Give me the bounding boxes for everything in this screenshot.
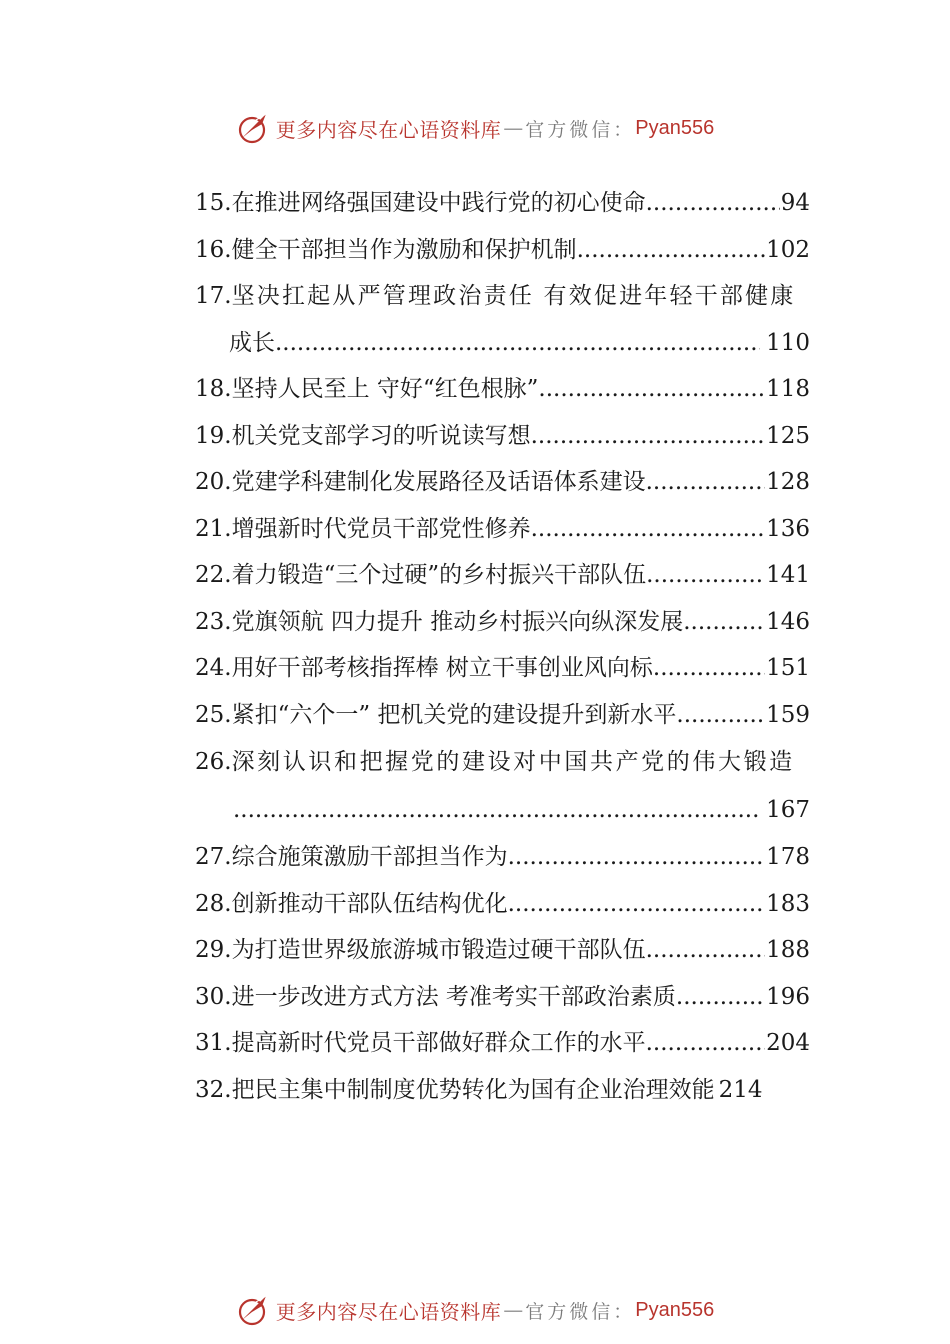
toc-leader: [653, 645, 765, 692]
toc-entry[interactable]: [195, 227, 810, 274]
toc-page: 94: [780, 190, 810, 216]
toc-title: 党建学科建制化发展路径及话语体系建设: [231, 469, 646, 495]
toc-title: 坚持人民至上 守好“红色根脉”: [231, 376, 539, 402]
toc-entry[interactable]: [195, 459, 810, 506]
toc-page: 146: [766, 608, 810, 635]
banner-text: 更多内容尽在心语资料库: [275, 1299, 502, 1324]
toc-page: 196: [766, 983, 810, 1010]
toc-entry-continuation[interactable]: [195, 320, 810, 367]
toc-number: 15.: [195, 190, 232, 216]
toc-page: 178: [766, 844, 810, 870]
toc-leader: [275, 320, 760, 367]
toc-page: 136: [766, 515, 810, 542]
toc-entry[interactable]: [195, 1067, 810, 1114]
footer-banner: [0, 1290, 950, 1330]
toc-entry[interactable]: [195, 413, 810, 460]
toc-leader: [646, 552, 765, 599]
toc-number: 29.: [195, 937, 232, 963]
toc-entry[interactable]: [195, 927, 810, 974]
toc-leader: [577, 227, 766, 274]
toc-title: 健全干部担当作为激励和保护机制: [231, 236, 577, 263]
toc-title: 创新推动干部队伍结构优化: [231, 890, 508, 917]
toc-title: 把民主集中制制度优势转化为国有企业治理效能: [231, 1076, 715, 1103]
toc-page: 214: [718, 1076, 763, 1103]
toc-leader: [646, 180, 780, 227]
banner-wechat-id: Pyan556: [635, 1298, 715, 1321]
toc-number: 19.: [195, 422, 232, 449]
banner-dash: —: [503, 1298, 524, 1322]
toc-entry[interactable]: [195, 506, 810, 553]
toc-entry[interactable]: [195, 738, 810, 786]
toc-number: 22.: [195, 562, 232, 588]
toc-number: 28.: [195, 890, 232, 917]
header-banner: [0, 108, 950, 148]
toc-page: 128: [766, 469, 810, 495]
toc-number: 18.: [195, 376, 232, 402]
toc-title: 为打造世界级旅游城市锻造过硬干部队伍: [231, 937, 646, 963]
banner-wechat-id: Pyan556: [635, 116, 715, 139]
toc-title: 坚决扛起从严管理政治责任 有效促进年轻干部健康: [231, 283, 796, 309]
toc-page: 188: [766, 937, 810, 963]
toc-number: 25.: [195, 701, 232, 728]
toc-leader: [646, 459, 766, 506]
toc-title: 紧扣“六个一” 把机关党的建设提升到新水平: [231, 701, 677, 728]
toc-leader: [531, 506, 766, 553]
toc-leader: [646, 1020, 766, 1067]
toc-page: 183: [766, 890, 810, 917]
toc-page: 159: [766, 701, 810, 728]
toc-entry[interactable]: [195, 180, 810, 227]
toc-number: 20.: [195, 469, 232, 495]
table-of-contents: [195, 180, 810, 1113]
toc-entry[interactable]: [195, 366, 810, 413]
quill-logo-icon: [236, 1292, 272, 1328]
toc-number: 31.: [195, 1030, 232, 1056]
toc-page: 125: [766, 422, 810, 449]
toc-title: 提高新时代党员干部做好群众工作的水平: [231, 1030, 646, 1056]
toc-leader: [646, 927, 766, 974]
toc-leader: [676, 974, 765, 1021]
toc-page: 102: [766, 236, 810, 263]
toc-number: 26.: [195, 749, 232, 775]
toc-entry[interactable]: [195, 273, 810, 320]
toc-leader: [508, 834, 766, 881]
toc-entry[interactable]: [195, 599, 810, 646]
toc-entry[interactable]: [195, 552, 810, 599]
toc-page: 167: [766, 797, 810, 823]
banner-label: 官方微信：: [525, 1300, 636, 1323]
toc-number: 17.: [195, 283, 232, 309]
toc-title: 增强新时代党员干部党性修养: [231, 515, 531, 542]
toc-number: 32.: [195, 1076, 232, 1103]
toc-number: 30.: [195, 983, 232, 1010]
banner-text: 更多内容尽在心语资料库: [275, 117, 502, 142]
toc-title: 进一步改进方式方法 考准考实干部政治素质: [231, 983, 676, 1010]
toc-page: 151: [766, 655, 810, 681]
toc-entry[interactable]: [195, 645, 810, 692]
toc-title: 用好干部考核指挥棒 树立干事创业风向标: [231, 655, 653, 681]
toc-title: 机关党支部学习的听说读写想: [231, 422, 531, 449]
toc-entry[interactable]: [195, 881, 810, 928]
toc-leader: [538, 366, 765, 413]
toc-number: 21.: [195, 515, 232, 542]
toc-leader: [233, 786, 760, 834]
toc-entry-continuation[interactable]: [195, 786, 810, 834]
toc-page: 141: [766, 562, 810, 588]
banner-label: 官方微信：: [525, 118, 636, 141]
toc-leader: [676, 692, 765, 739]
toc-page: 110: [766, 329, 810, 356]
toc-number: 16.: [195, 236, 232, 263]
toc-title: 深刻认识和把握党的建设对中国共产党的伟大锻造: [231, 749, 795, 775]
toc-entry[interactable]: [195, 974, 810, 1021]
toc-title: 党旗领航 四力提升 推动乡村振兴向纵深发展: [231, 608, 684, 635]
toc-leader: [508, 881, 766, 928]
toc-page: 204: [766, 1030, 810, 1056]
toc-title: 综合施策激励干部担当作为: [231, 844, 508, 870]
toc-leader: [683, 599, 765, 646]
toc-title-continuation: 成长: [229, 329, 275, 356]
toc-number: 24.: [195, 655, 232, 681]
toc-leader: [531, 413, 766, 460]
toc-number: 23.: [195, 608, 232, 635]
toc-entry[interactable]: [195, 834, 810, 881]
toc-title: 在推进网络强国建设中践行党的初心使命: [231, 190, 646, 216]
toc-entry[interactable]: [195, 1020, 810, 1067]
toc-page: 118: [766, 376, 810, 402]
toc-entry[interactable]: [195, 692, 810, 739]
banner-dash: —: [503, 116, 524, 140]
toc-number: 27.: [195, 844, 232, 870]
toc-title: 着力锻造“三个过硬”的乡村振兴干部队伍: [231, 562, 647, 588]
quill-logo-icon: [236, 110, 272, 146]
